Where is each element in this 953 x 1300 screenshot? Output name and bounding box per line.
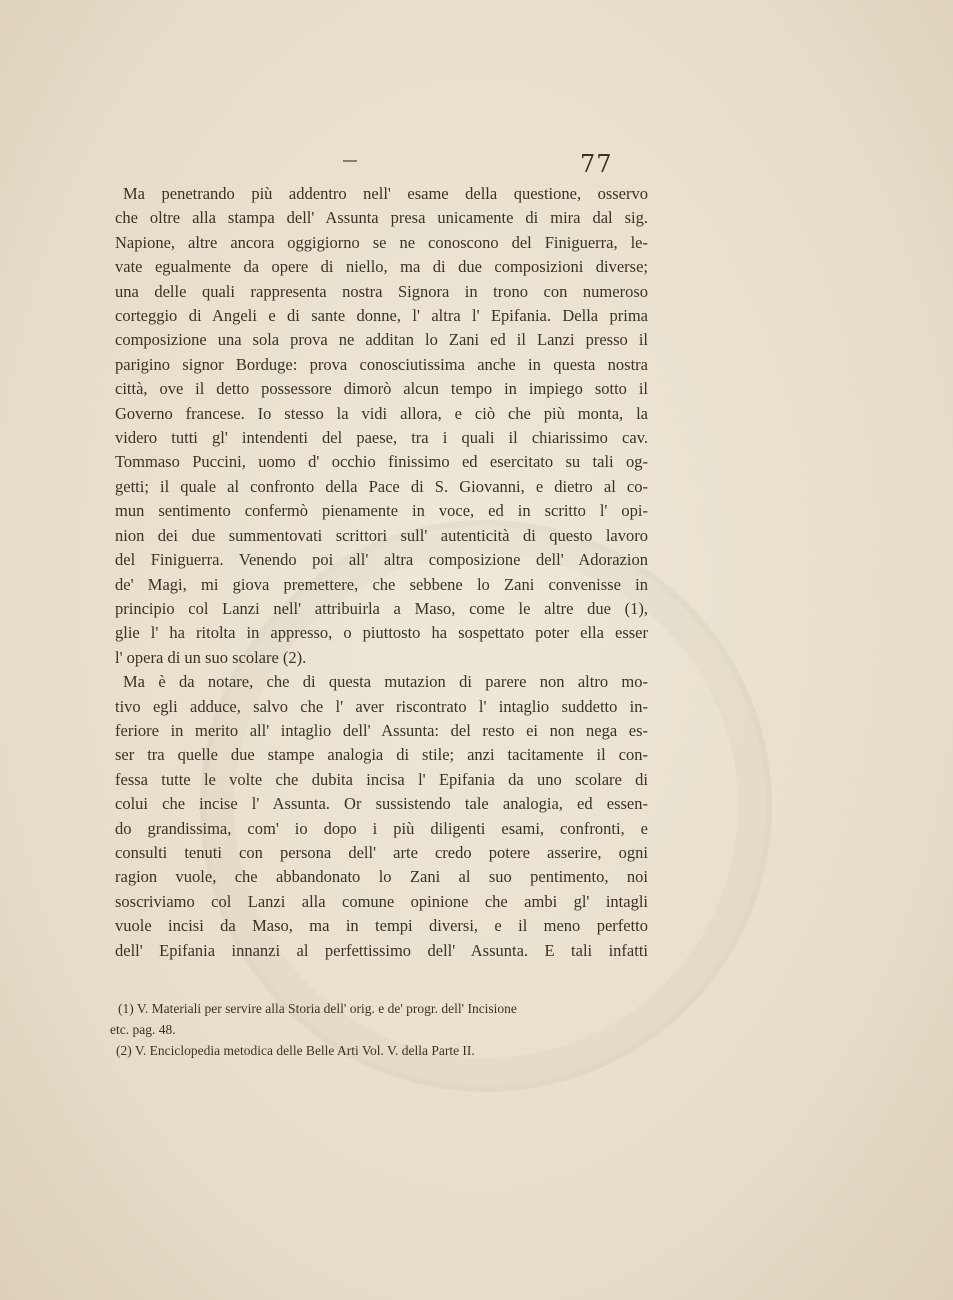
footnote-continuation: etc. pag. 48. <box>110 1022 176 1037</box>
text-line: composizione una sola prova ne additan lo Zani ed il Lanzi presso il <box>115 330 648 350</box>
text-line: che oltre alla stampa dell' Assunta presa unicamente di mira dal sig. <box>115 208 648 228</box>
text-line: principio col Lanzi nell' attribuirla a Maso, come le altre due (1), <box>115 598 648 618</box>
text-line: del Finiguerra. Venendo poi all' altra composizione dell' Adorazion <box>115 550 648 570</box>
text-line: getti; il quale al confronto della Pace di S. Giovanni, e dietro al co- <box>115 476 648 496</box>
text-line: parigino signor Borduge: prova conosciutissima anche in questa nostra <box>115 354 648 374</box>
text-line: glie l' ha ritolta in appresso, o piuttosto ha sospettato poter ella esser <box>115 623 648 643</box>
text-line: colui che incise l' Assunta. Or sussistendo tale analogia, ed essen- <box>115 794 648 814</box>
text-line: dell' Epifania innanzi al perfettissimo dell' Assunta. E tali infatti <box>115 940 648 960</box>
text-line: nion dei due summentovati scrittori sull' autenticità di questo lavoro <box>115 525 648 545</box>
text-line: vuole incisi da Maso, ma in tempi diversi, e il meno perfetto <box>115 916 648 936</box>
text-line: Ma penetrando più addentro nell' esame della questione, osservo <box>123 184 648 203</box>
text-line: soscriviamo col Lanzi alla comune opinione che ambi gl' intagli <box>115 891 648 911</box>
page-number: 77 <box>580 150 613 178</box>
text-line: feriore in merito all' intaglio dell' Assunta: del resto ei non nega es- <box>115 720 648 740</box>
text-line: ser tra quelle due stampe analogia di stile; anzi tacitamente il con- <box>115 745 648 765</box>
text-line: mun sentimento confermò pienamente in voce, ed in scritto l' opi- <box>115 501 648 521</box>
text-line: Napione, altre ancora oggigiorno se ne conoscono del Finiguerra, le- <box>115 232 648 252</box>
text-line: Tommaso Puccini, uomo d' occhio finissimo ed esercitato su tali og- <box>115 452 648 472</box>
text-line: do grandissima, com' io dopo i più diligenti esami, confronti, e <box>115 818 648 838</box>
text-line: Governo francese. Io stesso la vidi allora, e ciò che più monta, la <box>115 403 648 423</box>
text-line: corteggio di Angeli e di sante donne, l' altra l' Epifania. Della prima <box>115 306 648 326</box>
text-line: de' Magi, mi giova premettere, che sebbene lo Zani convenisse in <box>115 574 648 594</box>
text-line: una delle quali rappresenta nostra Signora in trono con numeroso <box>115 281 648 301</box>
text-line: fessa tutte le volte che dubita incisa l' Epifania da uno scolare di <box>115 769 648 789</box>
header-dash <box>343 160 357 162</box>
text-line: Ma è da notare, che di questa mutazion di parere non altro mo- <box>123 672 648 692</box>
footnote: (2) V. Enciclopedia metodica delle Belle Arti Vol. V. della Parte II. <box>116 1043 475 1058</box>
body-text <box>115 182 648 963</box>
text-line: città, ove il detto possessore dimorò alcun tempo in impiego sotto il <box>115 379 648 399</box>
text-line: ragion vuole, che abbandonato lo Zani al suo pentimento, noi <box>115 867 648 887</box>
text-line: vate egualmente da opere di niello, ma di due composizioni diverse; <box>115 257 648 277</box>
footnotes <box>110 998 650 1061</box>
text-line: tivo egli adduce, salvo che l' aver riscontrato l' intaglio suddetto in- <box>115 696 648 716</box>
text-line: videro tutti gl' intendenti del paese, tra i quali il chiarissimo cav. <box>115 428 648 448</box>
text-line: consulti tenuti con persona dell' arte credo potere asserire, ogni <box>115 842 648 862</box>
footnote: (1) V. Materiali per servire alla Storia dell' orig. e de' progr. dell' Incisione <box>118 1001 517 1016</box>
text-line: l' opera di un suo scolare (2). <box>115 647 307 667</box>
